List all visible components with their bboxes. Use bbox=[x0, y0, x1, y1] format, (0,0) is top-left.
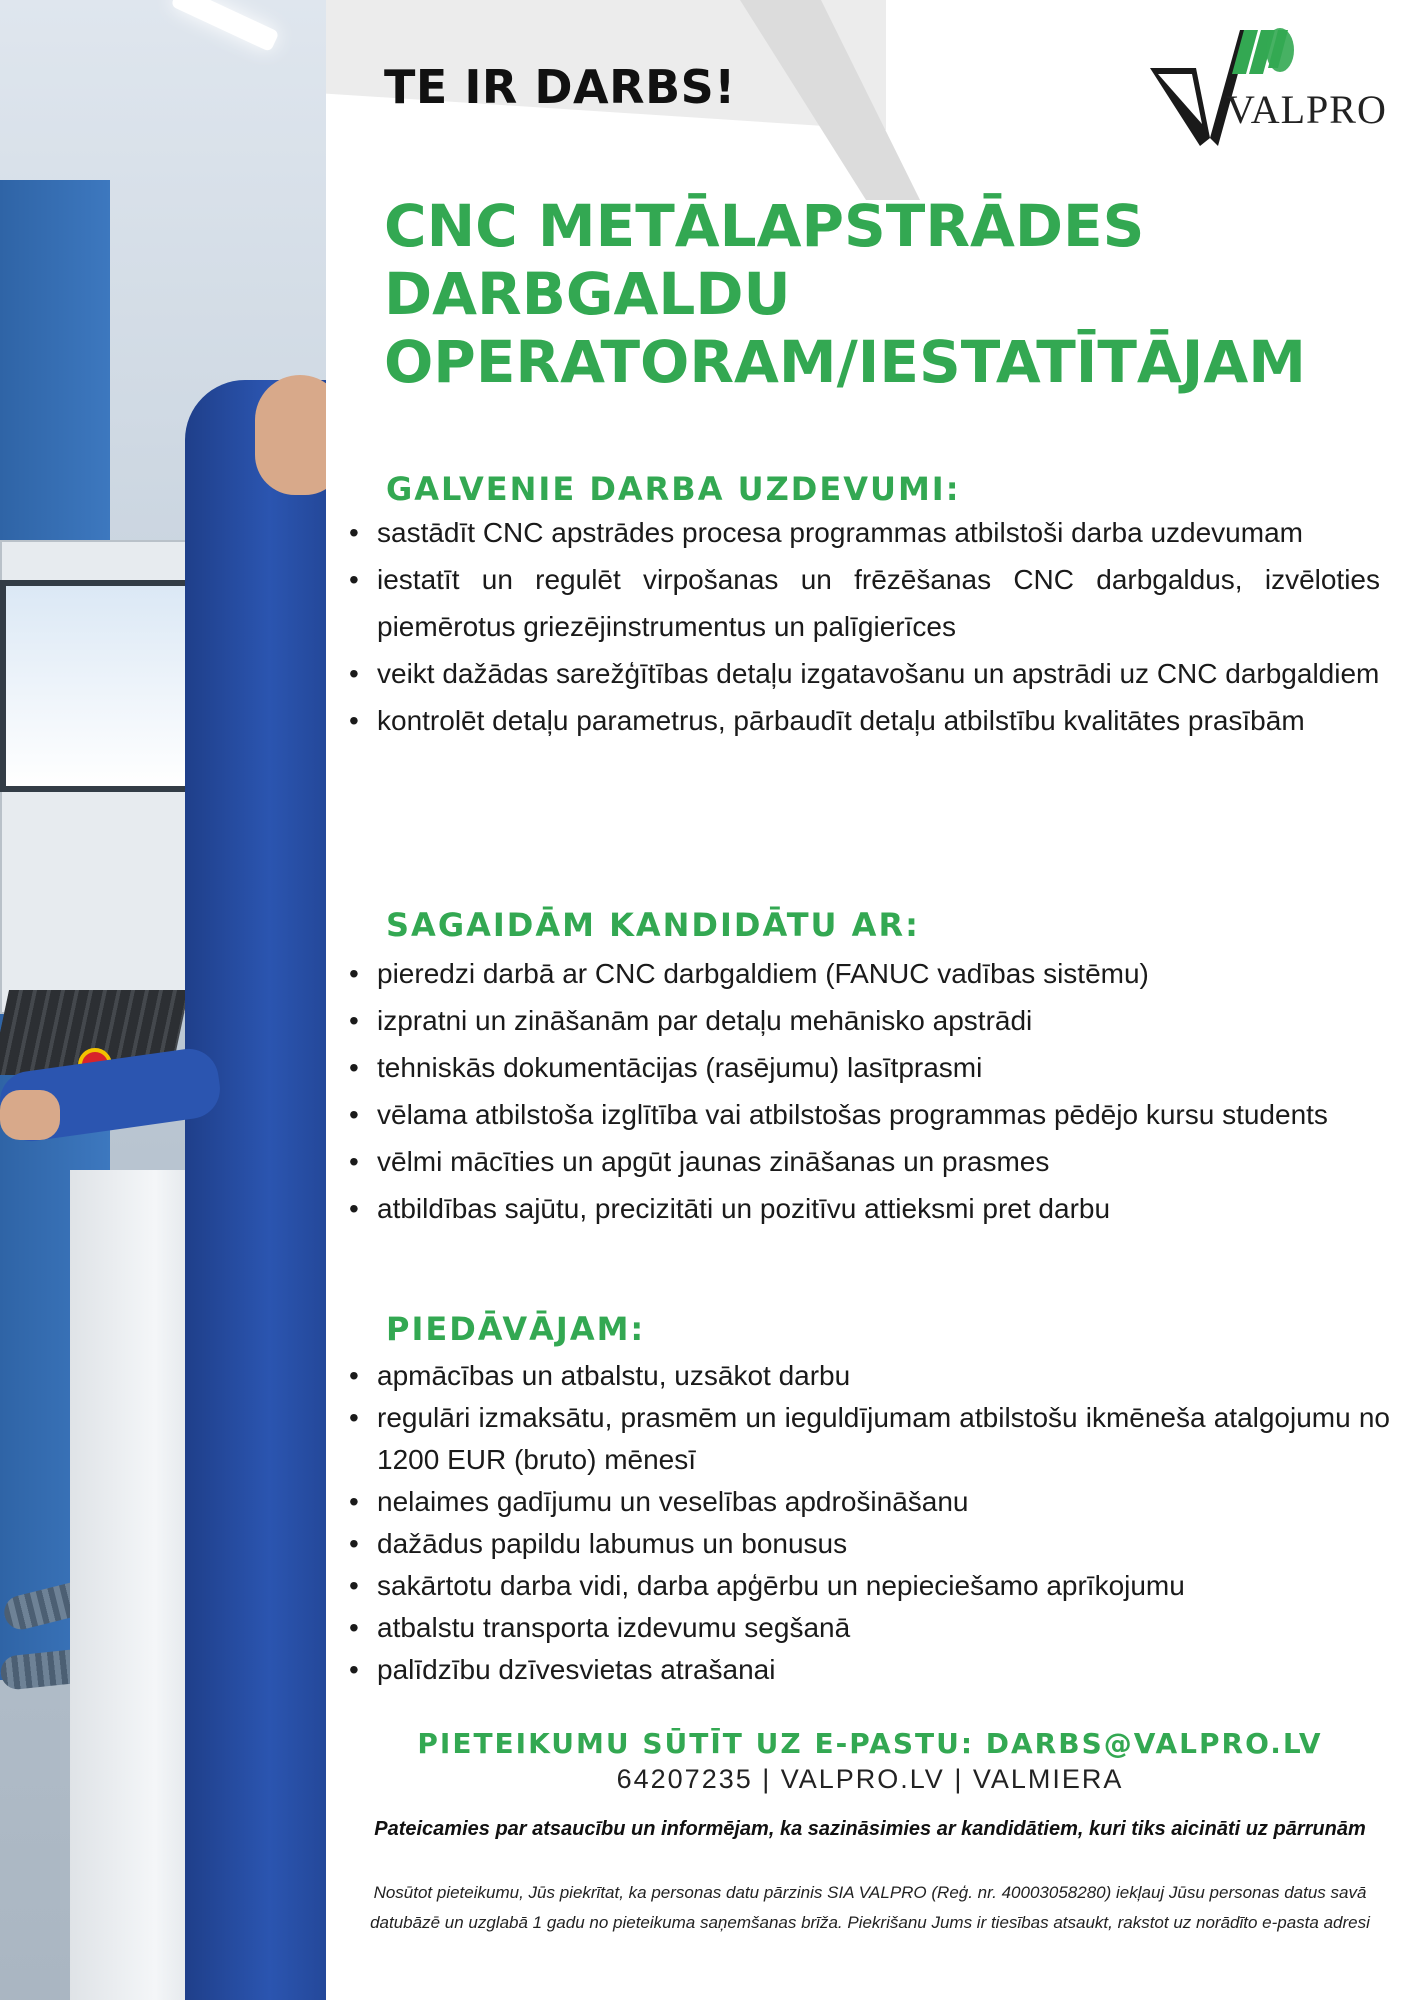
offer-heading: PIEDĀVĀJAM: bbox=[386, 1310, 646, 1348]
list-item: • sakārtotu darba vidi, darba apģērbu un nepieciešamo aprīkojumu bbox=[345, 1565, 1390, 1607]
apply-email-line: PIETEIKUMU SŪTĪT UZ E-PASTU: DARBS@VALPRO.LV bbox=[417, 1727, 1323, 1760]
list-item: • regulāri izmaksātu, prasmēm un ieguldījumam atbilstošu ikmēneša atalgojumu no 1200 EUR (bruto) mēnesī bbox=[345, 1397, 1390, 1481]
list-item: • tehniskās dokumentācijas (rasējumu) lasītprasmi bbox=[345, 1044, 1380, 1091]
worker-hand bbox=[0, 1090, 60, 1140]
list-item: • kontrolēt detaļu parametrus, pārbaudīt detaļu atbilstību kvalitātes prasībām bbox=[345, 697, 1380, 744]
list-item: • izpratni un zināšanām par detaļu mehānisko apstrādi bbox=[345, 997, 1380, 1044]
worker-photo bbox=[0, 0, 326, 2000]
thanks-note: Pateicamies par atsaucību un informējam, ka sazināsimies ar kandidātiem, kuri tiks aicināti uz pārrunām bbox=[374, 1818, 1366, 1840]
worker-figure bbox=[185, 380, 326, 2000]
job-title-line: DARBGALDU bbox=[384, 260, 791, 328]
list-item: • dažādus papildu labumus un bonusus bbox=[345, 1523, 1390, 1565]
list-item: • palīdzību dzīvesvietas atrašanai bbox=[345, 1649, 1390, 1691]
requirements-heading: SAGAIDĀM KANDIDĀTU AR: bbox=[386, 906, 920, 944]
list-item: • iestatīt un regulēt virpošanas un frēzēšanas CNC darbgaldus, izvēloties piemērotus griezējinstrumentus un palīgierīces bbox=[345, 556, 1380, 650]
ceiling-lamp bbox=[171, 0, 280, 52]
duties-heading: GALVENIE DARBA UZDEVUMI: bbox=[386, 470, 961, 508]
list-item: • veikt dažādas sarežģītības detaļu izgatavošanu un apstrādi uz CNC darbgaldiem bbox=[345, 650, 1380, 697]
cnc-monitor bbox=[0, 580, 207, 792]
requirements-list bbox=[345, 950, 1380, 1232]
job-title-line: CNC METĀLAPSTRĀDES bbox=[384, 192, 1145, 260]
list-item: • vēlama atbilstoša izglītība vai atbilstošas programmas pēdējo kursu students bbox=[345, 1091, 1380, 1138]
contact-details: 64207235 | VALPRO.LV | VALMIERA bbox=[616, 1764, 1124, 1794]
valpro-logo bbox=[1148, 28, 1388, 148]
list-item: • vēlmi mācīties un apgūt jaunas zināšanas un prasmes bbox=[345, 1138, 1380, 1185]
privacy-notice: Nosūtot pieteikumu, Jūs piekrītat, ka personas datu pārzinis SIA VALPRO (Reģ. nr. 40003058280) iekļauj Jūsu personas datus savā datubāzē un uzglabā 1 gadu no pieteikuma saņemšanas brīža. Piekrišanu Jums ir tiesības atsaukt, rakstot uz norādīto e-pasta adresi bbox=[370, 1883, 1370, 1932]
logo-wordmark: VALPRO bbox=[1226, 87, 1387, 132]
list-item: • atbalstu transporta izdevumu segšanā bbox=[345, 1607, 1390, 1649]
offer-list bbox=[345, 1355, 1390, 1691]
list-item: • sastādīt CNC apstrādes procesa programmas atbilstoši darba uzdevumam bbox=[345, 509, 1380, 556]
list-item: • pieredzi darbā ar CNC darbgaldiem (FANUC vadības sistēmu) bbox=[345, 950, 1380, 997]
job-title bbox=[384, 192, 1364, 396]
worker-head bbox=[255, 375, 326, 495]
list-item: • apmācības un atbalstu, uzsākot darbu bbox=[345, 1355, 1390, 1397]
job-title-line: OPERATORAM/IESTATĪTĀJAM bbox=[384, 328, 1306, 396]
duties-list bbox=[345, 509, 1380, 744]
list-item: • atbildības sajūtu, precizitāti un pozitīvu attieksmi pret darbu bbox=[345, 1185, 1380, 1232]
tagline: TE IR DARBS! bbox=[384, 60, 736, 114]
list-item: • nelaimes gadījumu un veselības apdrošināšanu bbox=[345, 1481, 1390, 1523]
